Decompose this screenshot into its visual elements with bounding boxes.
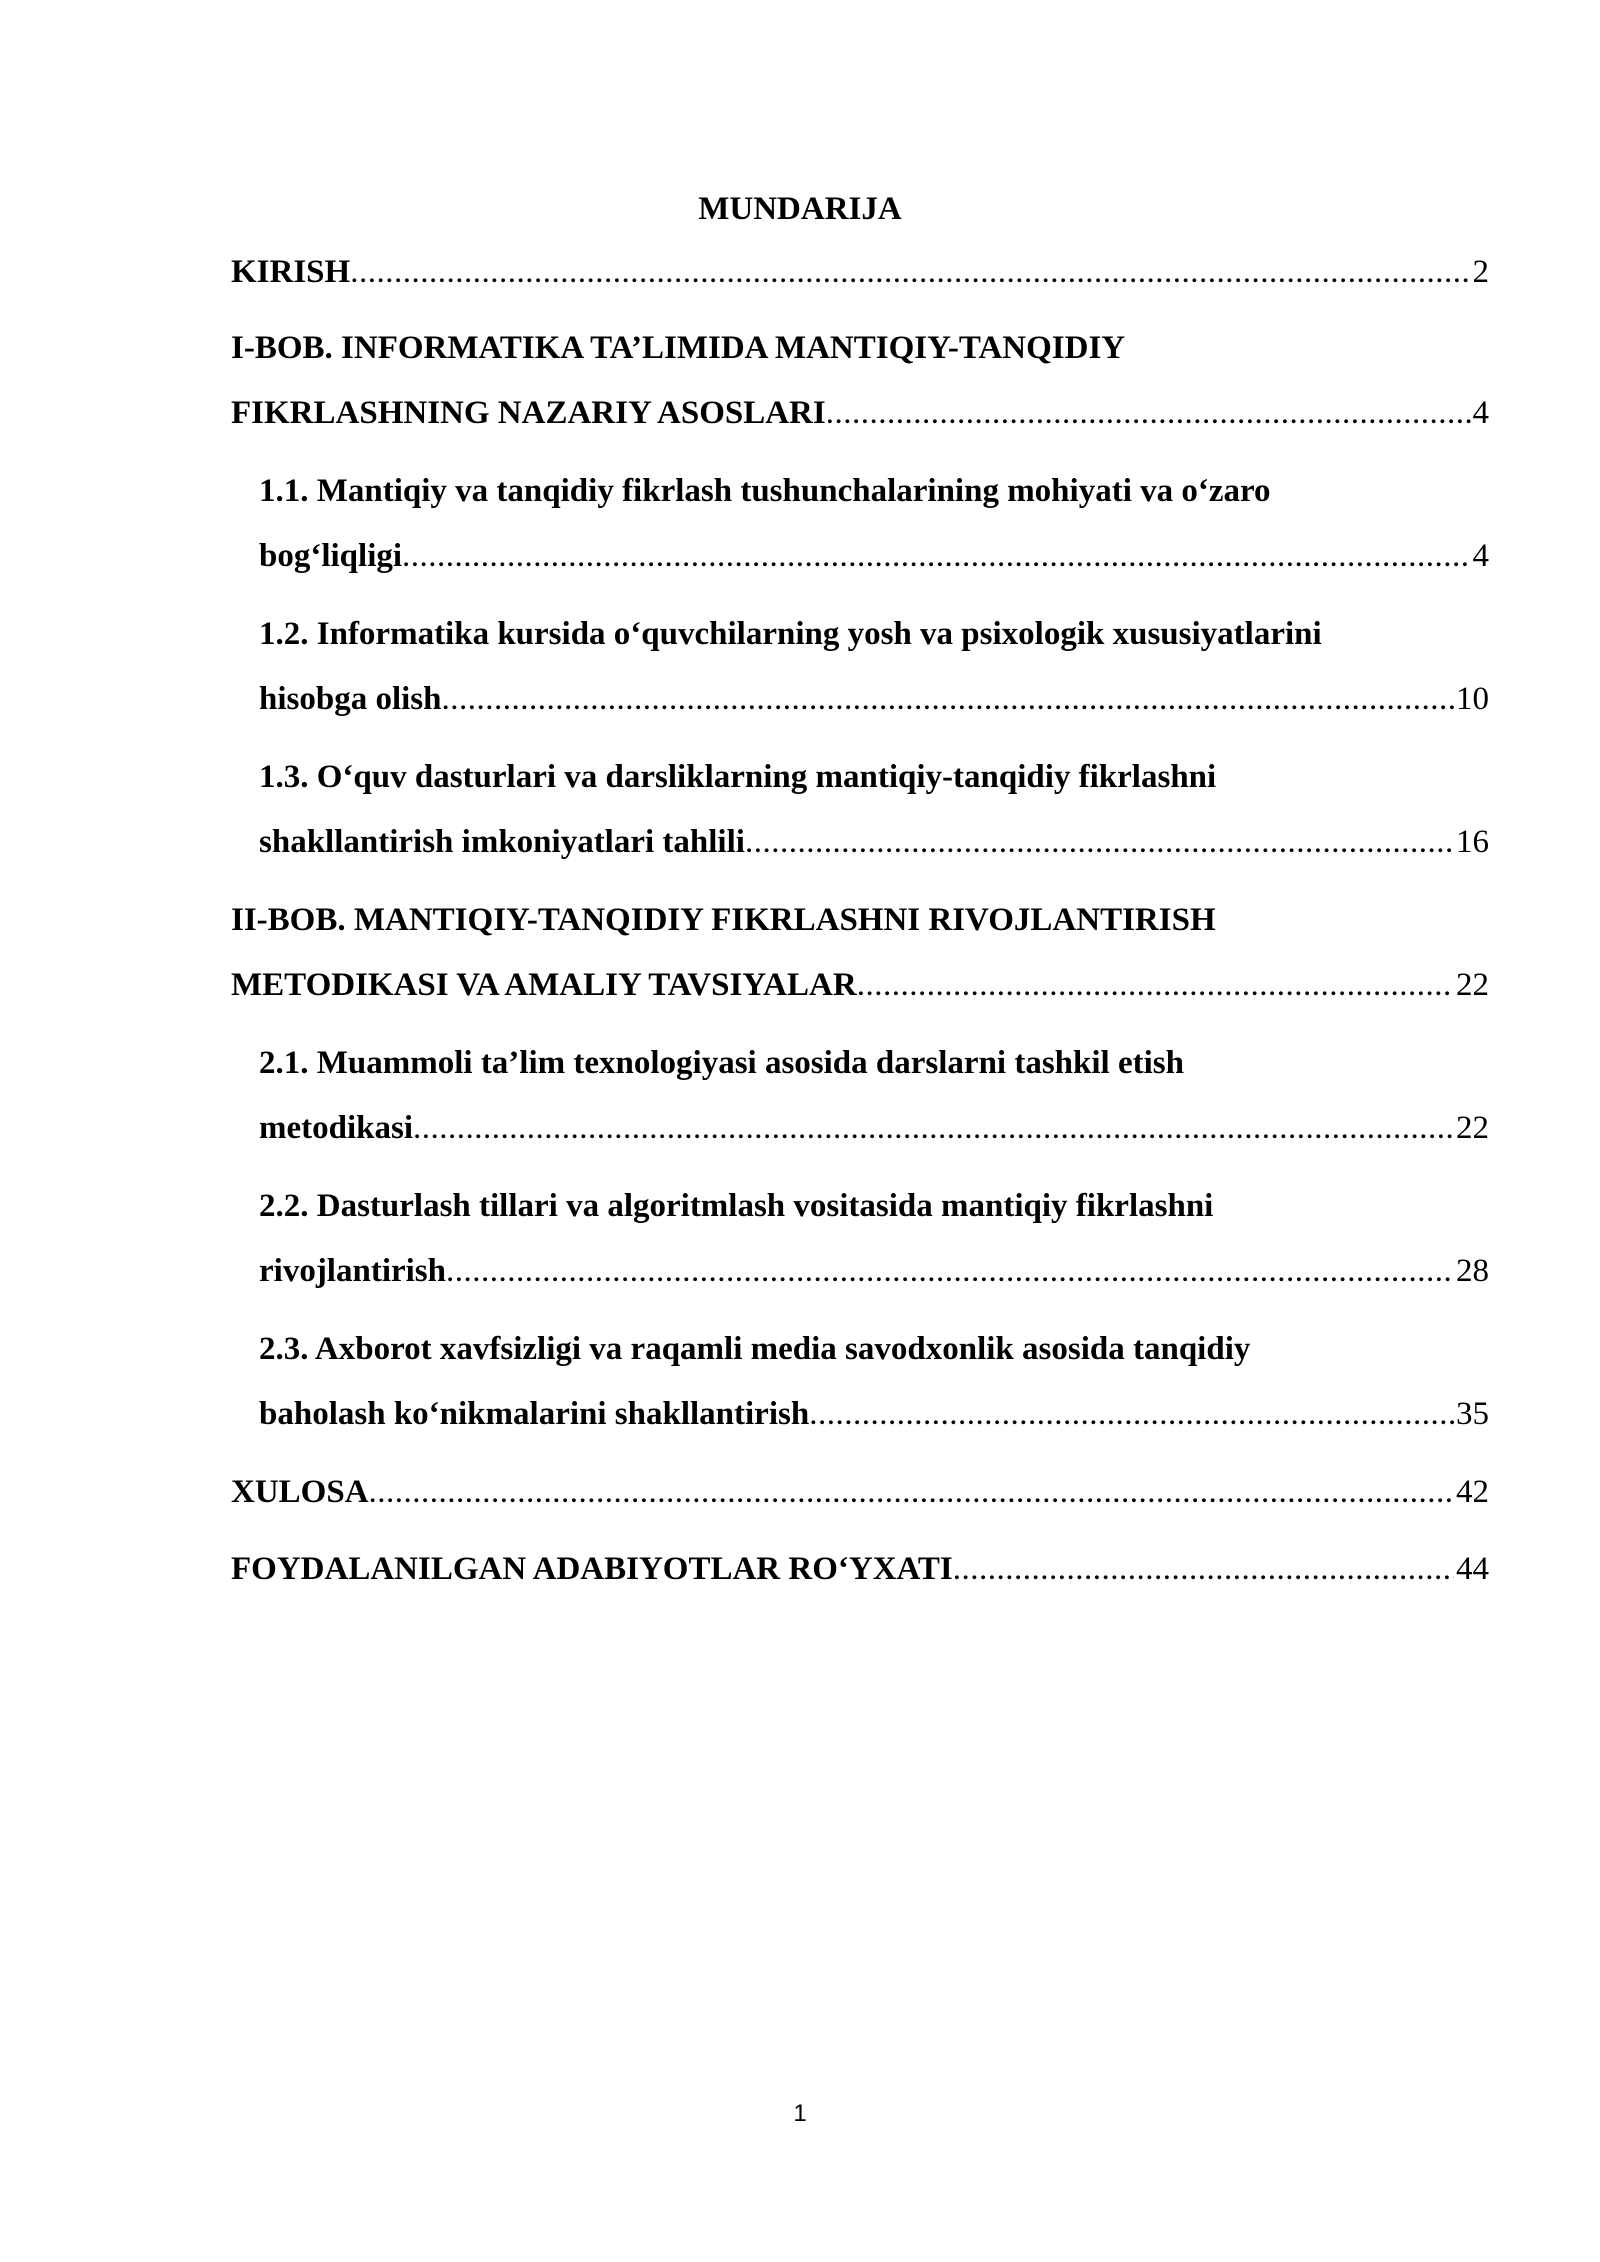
toc-entry-title: FOYDALANILGAN ADABIYOTLAR RO‘YXATI bbox=[231, 1551, 953, 1587]
toc-entry-title: baholash ko‘nikmalarini shakllantirish bbox=[259, 1396, 810, 1432]
dot-leader bbox=[413, 1108, 1454, 1148]
toc-entry-section-2-1[interactable] bbox=[259, 1043, 1489, 1148]
toc-entry-title: XULOSA bbox=[231, 1474, 369, 1510]
toc-entry-title-line: 2.1. Muammoli ta’lim texnologiyasi asosida darslarni tashkil etish bbox=[259, 1045, 1184, 1081]
toc-entry-chapter-2[interactable] bbox=[231, 900, 1489, 1005]
page-number-footer: 1 bbox=[793, 2100, 807, 2127]
toc-page-number: 10 bbox=[1456, 681, 1489, 717]
toc-entry-title-line: 1.2. Informatika kursida o‘quvchilarning yosh va psixologik xususiyatlarini bbox=[259, 616, 1322, 652]
dot-leader bbox=[442, 679, 1455, 719]
toc-page-number: 4 bbox=[1472, 395, 1489, 431]
toc-page-number: 4 bbox=[1472, 538, 1489, 574]
toc-entry-title: METODIKASI VA AMALIY TAVSIYALAR bbox=[231, 967, 857, 1003]
dot-leader bbox=[745, 822, 1454, 862]
toc-entry-title: metodikasi bbox=[259, 1110, 414, 1146]
toc-entry-section-1-3[interactable] bbox=[259, 757, 1489, 862]
toc-page-number: 42 bbox=[1456, 1474, 1489, 1510]
toc-entry-title: KIRISH bbox=[231, 254, 351, 290]
toc-entry-section-1-1[interactable] bbox=[259, 471, 1489, 576]
toc-page-number: 22 bbox=[1456, 967, 1489, 1003]
toc-page-number: 28 bbox=[1456, 1253, 1489, 1289]
toc-entry-chapter-1[interactable] bbox=[231, 328, 1489, 433]
toc-entry-section-2-2[interactable] bbox=[259, 1186, 1489, 1291]
dot-leader bbox=[350, 252, 1470, 292]
dot-leader bbox=[826, 393, 1471, 433]
toc-entry-title: shakllantirish imkoniyatlari tahlili bbox=[259, 824, 745, 860]
toc-entry-title: hisobga olish bbox=[259, 681, 442, 717]
toc-entry-title-line: 2.3. Axborot xavfsizligi va raqamli media savodxonlik asosida tanqidiy bbox=[259, 1331, 1251, 1367]
toc-entry-title: bog‘liqligi bbox=[259, 538, 403, 574]
toc-entry-title-line: I-BOB. INFORMATIKA TA’LIMIDA MANTIQIY-TANQIDIY bbox=[231, 330, 1126, 366]
toc-entry-title: FIKRLASHNING NAZARIY ASOSLARI bbox=[231, 395, 826, 431]
toc-entry-title-line: II-BOB. MANTIQIY-TANQIDIY FIKRLASHNI RIVOJLANTIRISH bbox=[231, 902, 1216, 938]
toc-entry-title-line: 1.3. O‘quv dasturlari va darsliklarning mantiqiy-tanqidiy fikrlashni bbox=[259, 759, 1217, 795]
page-title: MUNDARIJA bbox=[698, 191, 902, 227]
dot-leader bbox=[402, 536, 1470, 576]
toc-entry-title-line: 2.2. Dasturlash tillari va algoritmlash vositasida mantiqiy fikrlashni bbox=[259, 1188, 1214, 1224]
toc-page-number: 2 bbox=[1472, 254, 1489, 290]
toc-entry-title-line: 1.1. Mantiqiy va tanqidiy fikrlash tushunchalarining mohiyati va o‘zaro bbox=[259, 473, 1271, 509]
toc-page-number: 16 bbox=[1456, 824, 1489, 860]
toc-page-number: 44 bbox=[1456, 1551, 1489, 1587]
dot-leader bbox=[369, 1472, 1454, 1512]
toc-page-number: 22 bbox=[1456, 1110, 1489, 1146]
toc-page-number: 35 bbox=[1456, 1396, 1489, 1432]
toc-entry-title: rivojlantirish bbox=[259, 1253, 446, 1289]
toc-entry-section-1-2[interactable] bbox=[259, 614, 1489, 719]
toc-entry-references[interactable] bbox=[231, 1549, 1489, 1589]
toc-entry-kirish[interactable] bbox=[231, 252, 1489, 292]
dot-leader bbox=[953, 1549, 1454, 1589]
dot-leader bbox=[809, 1394, 1454, 1434]
dot-leader bbox=[446, 1251, 1454, 1291]
toc-entry-section-2-3[interactable] bbox=[259, 1329, 1489, 1434]
toc-entry-xulosa[interactable] bbox=[231, 1472, 1489, 1512]
dot-leader bbox=[857, 965, 1454, 1005]
